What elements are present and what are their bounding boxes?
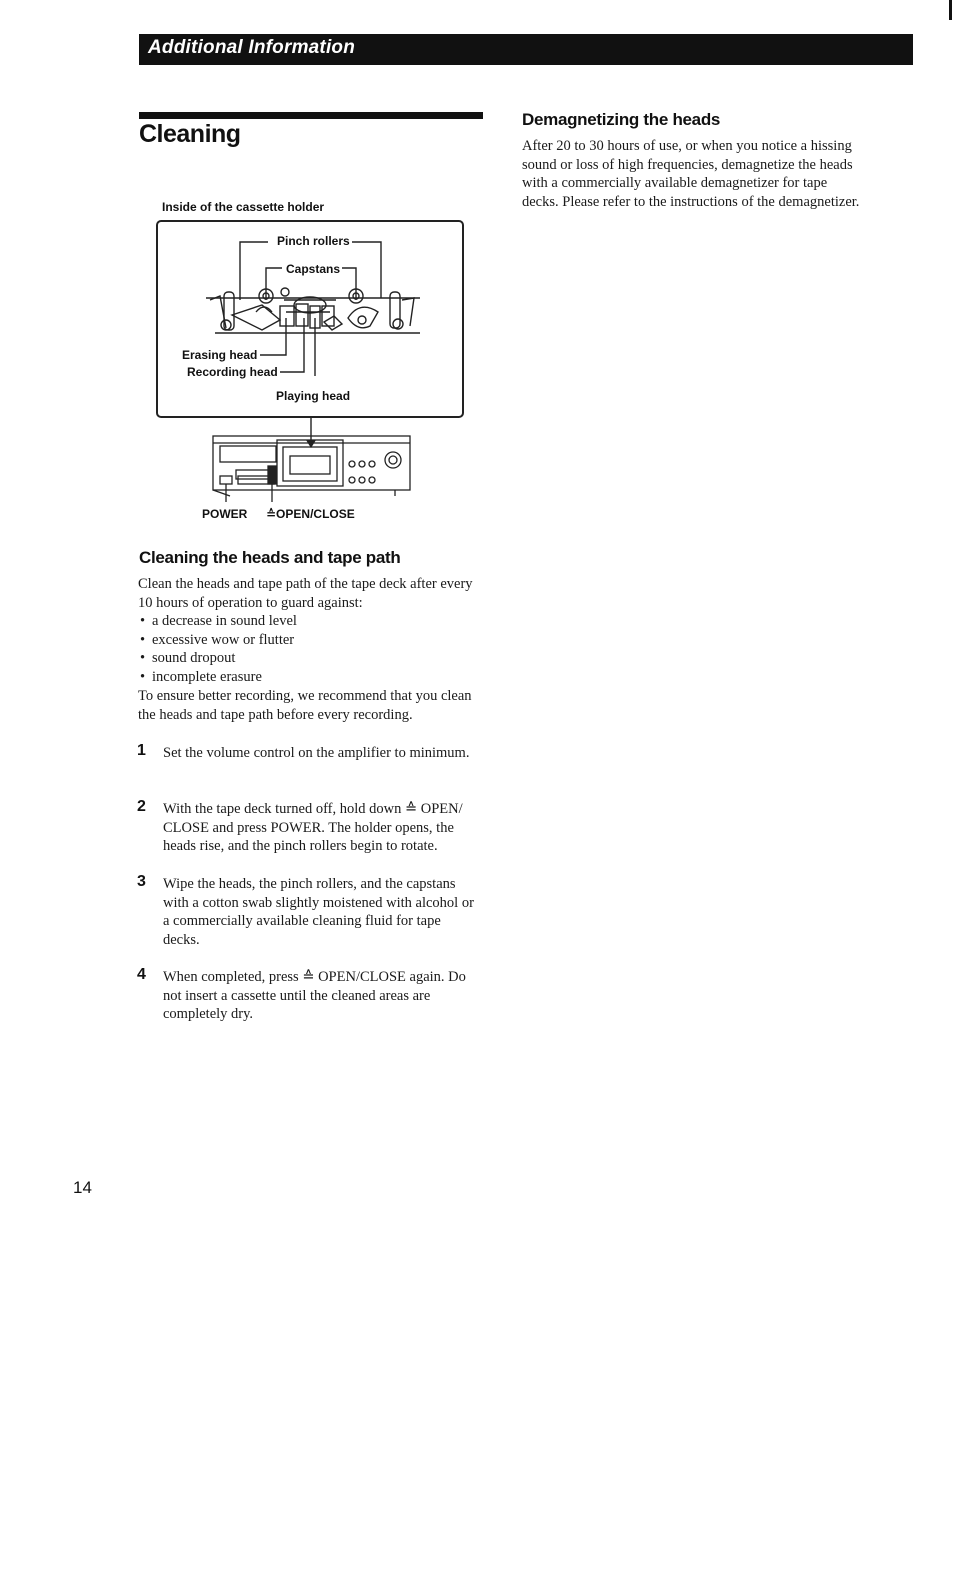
volume-knob xyxy=(385,452,401,468)
page-number: 14 xyxy=(73,1178,92,1197)
step-number: 4 xyxy=(137,966,146,983)
erasing-head-shape xyxy=(280,306,294,326)
page-title: Cleaning xyxy=(139,120,241,148)
label-capstans: Capstans xyxy=(286,262,341,276)
cleaning-intro: Clean the heads and tape path of the tape deck after every 10 hours of operation to guard against: xyxy=(138,576,473,611)
cleaning-recommendation: To ensure better recording, we recommend that you clean the heads and tape path before every recording. xyxy=(138,688,472,723)
cleaning-bullet-list xyxy=(139,612,297,686)
step-number: 1 xyxy=(137,742,146,759)
cassette-mechanism-diagram xyxy=(0,0,954,540)
pinch-rollers-leader xyxy=(240,242,268,300)
step-text: When completed, press ≙ OPEN/CLOSE again. Do not insert a cassette until the cleaned areas are completely dry. xyxy=(163,969,466,1023)
demagnetizing-heading: Demagnetizing the heads xyxy=(522,110,721,129)
list-item: • incomplete erasure xyxy=(139,668,297,687)
step-text: Wipe the heads, the pinch rollers, and the capstans with a cotton swab slightly moistened with alcohol or a commercially available cleaning fluid for tape decks. xyxy=(163,876,474,948)
recording-head-shape xyxy=(296,304,308,326)
label-power: POWER xyxy=(202,507,248,521)
demagnetizing-text: After 20 to 30 hours of use, or when you notice a hissing sound or loss of high frequencies, demagnetize the heads with a commercially available demagnetizer for tape decks. Please refer to the instructions of the demagnetizer. xyxy=(522,138,860,210)
list-item: • excessive wow or flutter xyxy=(139,631,297,650)
section-title: Additional Information xyxy=(148,37,356,58)
step-number: 2 xyxy=(137,798,146,815)
step-number: 3 xyxy=(137,873,146,890)
label-open-close: ≙OPEN/CLOSE xyxy=(266,507,355,521)
cleaning-heading: Cleaning the heads and tape path xyxy=(139,548,401,567)
step-text: With the tape deck turned off, hold down ≙ OPEN/ CLOSE and press POWER. The holder opens, the heads rise, and the pinch rollers begin to rotate. xyxy=(163,801,463,855)
label-playing-head: Playing head xyxy=(276,389,351,403)
label-pinch-rollers: Pinch rollers xyxy=(277,234,350,248)
label-recording-head: Recording head xyxy=(187,365,278,379)
power-button-shape xyxy=(220,476,232,484)
figure-caption: Inside of the cassette holder xyxy=(162,200,325,214)
label-erasing-head: Erasing head xyxy=(182,348,258,362)
list-item: • sound dropout xyxy=(139,649,297,668)
list-item: • a decrease in sound level xyxy=(139,612,297,631)
step-text: Set the volume control on the amplifier to minimum. xyxy=(163,745,470,761)
